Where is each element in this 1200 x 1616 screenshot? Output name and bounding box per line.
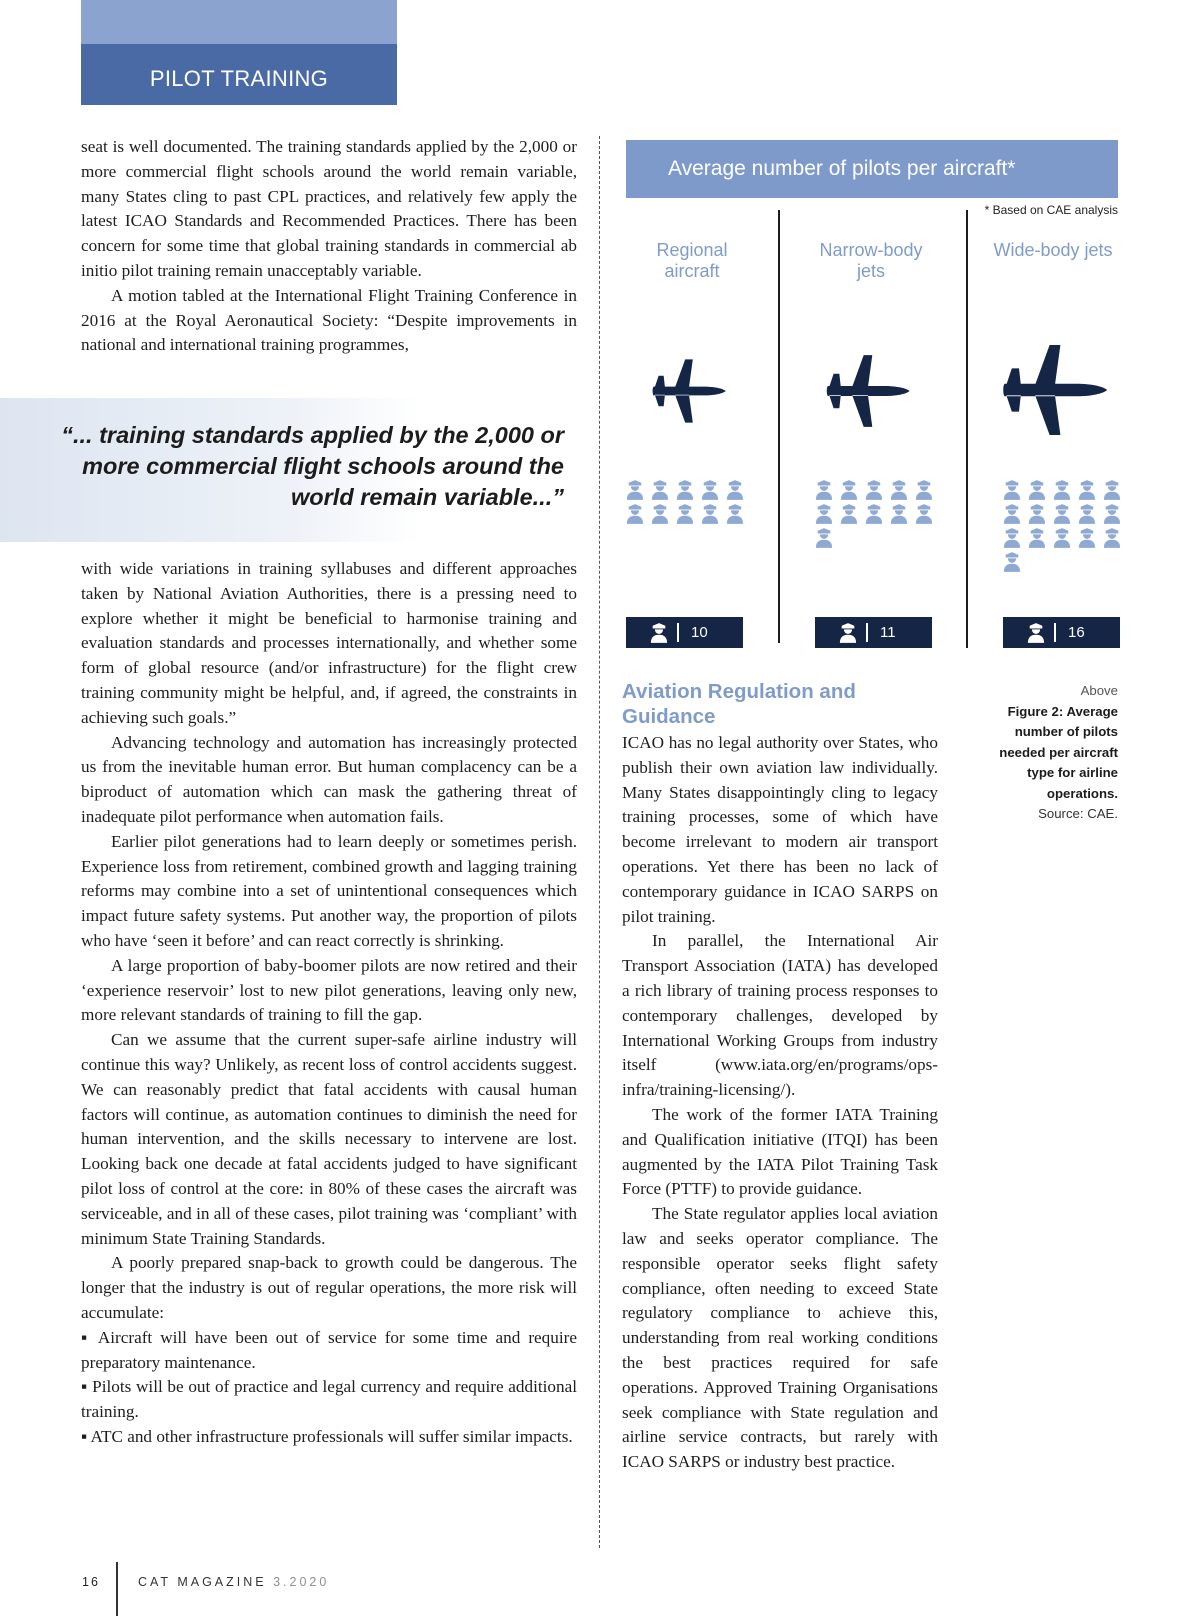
airplane-icon — [651, 357, 727, 425]
pilot-count: 10 — [691, 624, 708, 641]
paragraph: A poorly prepared snap-back to growth could be dangerous. The longer that the industry is out of regular operations, the more risk will accumulate: — [81, 1253, 577, 1322]
pilot-icon — [865, 504, 883, 524]
pilot-icon — [890, 480, 908, 500]
pilot-icon — [1078, 504, 1096, 524]
category-divider — [966, 210, 968, 648]
paragraph: seat is well documented. The training standards applied by the 2,000 or more commercial flight schools around the world remain variable, many States cling to past CPL practices, and relatively few apply the latest ICAO Standards and Recommended Practices. There has been concern for some time that global training standards in commercial ab initio pilot training remain unacceptably variable. — [81, 137, 577, 280]
badge-separator — [866, 623, 868, 642]
pilot-icon — [815, 504, 833, 524]
page-number: 16 — [82, 1575, 100, 1589]
pilot-icon — [626, 480, 644, 500]
paragraph: In parallel, the International Air Transport Association (IATA) has developed a rich library of training process responses to contemporary challenges, developed by International Working Groups from industry itself (www.iata.org/en/programs/ops-infra/training-licensing/). — [622, 931, 938, 1100]
category-title-narrow-body: Narrow-body jets — [819, 240, 923, 281]
pilot-icon — [890, 504, 908, 524]
magazine-name: CAT MAGAZINE — [138, 1575, 267, 1589]
section-tab-accent — [81, 0, 397, 44]
pilot-icon — [651, 504, 669, 524]
bullet-item: ▪ ATC and other infrastructure professionals will suffer similar impacts. — [81, 1426, 573, 1446]
infographic-title: Average number of pilots per aircraft* — [626, 140, 1118, 198]
badge-separator — [1054, 623, 1056, 642]
pilot-icon — [676, 480, 694, 500]
pilot-count: 11 — [880, 624, 896, 641]
caption-figure-text: Figure 2: Average number of pilots needed per aircraft type for airline operations. — [999, 703, 1118, 801]
paragraph: with wide variations in training syllabuses and different approaches taken by National Aviation Authorities, there is a pressing need to explore whether it might be beneficial to harmonise training and evaluation standards and processes internationally, and whether some form of global resource (and/or infrastructure) for the flight crew training community might be helpful, and, if agreed, the constraints in achieving such goals.” — [81, 559, 577, 727]
footer-divider — [116, 1562, 118, 1616]
pilot-icon — [840, 480, 858, 500]
pilot-icon — [1103, 528, 1121, 548]
pilot-icon — [701, 504, 719, 524]
caption-source: Source: CAE. — [1038, 806, 1118, 821]
caption-position: Above — [1080, 683, 1118, 698]
paragraph: ICAO has no legal authority over States, who publish their own aviation law individually. Many States disappointingly cling to legacy training processes, some of which have become irrelevant to modern air transport operations. Yet there has been no lack of contemporary guidance in ICAO SARPS on pilot training. — [622, 733, 938, 926]
pilot-icon — [815, 528, 833, 548]
pilot-icon — [701, 480, 719, 500]
pilot-icon — [1028, 528, 1046, 548]
category-title-regional: Regional aircraft — [656, 240, 728, 281]
pilot-icon — [1103, 480, 1121, 500]
magazine-footer — [138, 1575, 329, 1589]
column-divider — [599, 136, 600, 1548]
left-column-top — [81, 135, 577, 358]
airplane-icon — [1000, 345, 1110, 435]
pilot-icon — [1028, 504, 1046, 524]
pilot-icon — [915, 480, 933, 500]
pull-quote: “... training standards applied by the 2,000 or more commercial flight schools around the world remain variable...” — [61, 422, 564, 510]
pilot-icon — [650, 623, 668, 643]
pilot-icon — [1003, 528, 1021, 548]
pilot-icon — [1053, 504, 1071, 524]
pilot-icon — [1103, 504, 1121, 524]
pilot-icon — [726, 504, 744, 524]
pilot-icon — [1053, 480, 1071, 500]
pilot-icon — [840, 504, 858, 524]
pilot-icon — [1053, 528, 1071, 548]
section-tab — [81, 0, 397, 105]
airplane-icon — [825, 353, 911, 429]
figure-caption — [980, 681, 1118, 825]
pilot-icon-grid — [815, 480, 935, 548]
pilot-icon-grid — [626, 480, 746, 524]
pilot-icon — [1078, 528, 1096, 548]
section-heading: Aviation Regulation and Guidance — [622, 680, 856, 728]
pilot-icon — [726, 480, 744, 500]
right-column — [622, 731, 938, 1475]
pilot-icon — [839, 623, 857, 643]
pilot-count-badge — [626, 617, 743, 648]
magazine-issue: 3.2020 — [273, 1575, 330, 1589]
pilot-icon — [651, 480, 669, 500]
badge-separator — [677, 623, 679, 642]
pilot-icon — [676, 504, 694, 524]
paragraph: The work of the former IATA Training and Qualification initiative (ITQI) has been augmented by the IATA Pilot Training Task Force (PTTF) to provide guidance. — [622, 1104, 938, 1199]
pilot-icon — [1027, 623, 1045, 643]
pilot-icon — [865, 480, 883, 500]
category-title-wide-body: Wide-body jets — [993, 240, 1113, 260]
infographic-footnote: * Based on CAE analysis — [984, 203, 1118, 217]
pilot-icon — [1003, 480, 1021, 500]
pilot-count-badge — [1003, 617, 1120, 648]
pilot-icon — [626, 504, 644, 524]
left-column-main — [81, 557, 577, 1450]
paragraph: A large proportion of baby-boomer pilots are now retired and their ‘experience reservoir’ lost to new pilot generations, leaving only new, more relevant standards of training to fill the gap. — [81, 955, 577, 1025]
paragraph: Advancing technology and automation has increasingly protected us from the inevitable human error. But human complacency can be a biproduct of automation which can mask the gathering threat of inadequate pilot performance when automation fails. — [81, 732, 577, 826]
pilot-icon — [915, 504, 933, 524]
category-divider — [778, 210, 780, 643]
paragraph: Can we assume that the current super-safe airline industry will continue this way? Unlikely, as recent loss of control accidents suggest. We can reasonably predict that fatal accidents with causal human factors will continue, as automation continues to diminish the need for human intervention, and the skills necessary to intervene are lost. Looking back one decade at fatal accidents judged to have significant pilot loss of control at the core: in 80% of these cases the aircraft was serviceable, and in all of these cases, pilot training was ‘compliant’ with minimum State Training Standards. — [81, 1030, 577, 1248]
section-label: PILOT TRAINING — [81, 44, 397, 105]
paragraph: The State regulator applies local aviation law and seeks operator compliance. The responsible operator seeks flight safety compliance, often needing to exceed State regulatory compliance to achieve this, understanding from real working conditions the best practices required for safe operations. Approved Training Organisations seek compliance with State regulation and airline service contracts, but rarely with ICAO SARPS or industry best practice. — [622, 1204, 938, 1472]
paragraph: A motion tabled at the International Flight Training Conference in 2016 at the Royal Aeronautical Society: “Despite improvements in national and international training programmes, — [81, 285, 577, 355]
pilot-count: 16 — [1068, 624, 1085, 641]
pilot-count-badge — [815, 617, 932, 648]
pilot-icon — [1003, 504, 1021, 524]
paragraph: Earlier pilot generations had to learn deeply or sometimes perish. Experience loss from retirement, combined growth and lagging training reforms may combine into a set of unintentional consequences which impact future safety systems. Put another way, the proportion of pilots who have ‘seen it before’ and can react correctly is shrinking. — [81, 831, 577, 950]
pilot-icon — [1028, 480, 1046, 500]
pilot-icon-grid — [1003, 480, 1123, 572]
pilot-icon — [815, 480, 833, 500]
pilot-icon — [1003, 552, 1021, 572]
pilot-icon — [1078, 480, 1096, 500]
bullet-item: ▪ Aircraft will have been out of service for some time and require preparatory maintenance. — [81, 1327, 577, 1372]
bullet-item: ▪ Pilots will be out of practice and legal currency and require additional training. — [81, 1377, 577, 1422]
